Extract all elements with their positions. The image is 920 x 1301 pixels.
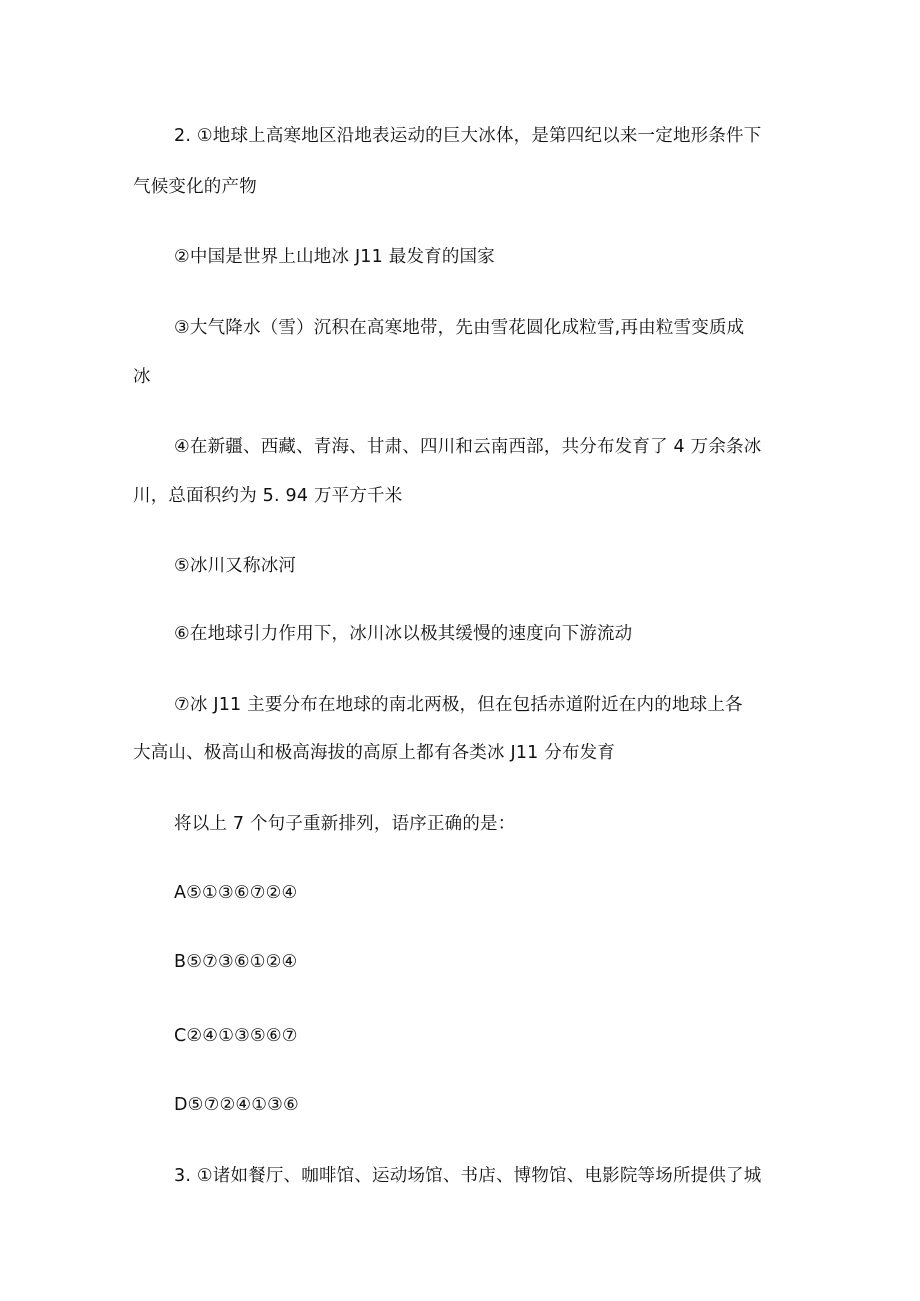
q2-prompt: 将以上 7 个句子重新排列，语序正确的是： (174, 814, 516, 834)
q2-option-c: C②④①③⑤⑥⑦ (174, 1026, 298, 1046)
q2-sentence-7-line-1: ⑦冰 J11 主要分布在地球的南北两极，但在包括赤道附近在内的地球上各 (174, 695, 743, 715)
q2-sentence-2: ②中国是世界上山地冰 J11 最发育的国家 (174, 247, 495, 267)
q2-sentence-1-line-1: 2. ①地球上高寒地区沿地表运动的巨大冰体，是第四纪以来一定地形条件下 (174, 126, 762, 146)
q2-sentence-3-line-1: ③大气降水（雪）沉积在高寒地带，先由雪花圆化成粒雪,再由粒雪变质成 (174, 318, 745, 338)
q2-option-b: B⑤⑦③⑥①②④ (174, 952, 298, 972)
q2-sentence-1-line-2: 气候变化的产物 (133, 177, 257, 197)
q3-sentence-1-line-1: 3. ①诸如餐厅、咖啡馆、运动场馆、书店、博物馆、电影院等场所提供了城 (174, 1166, 762, 1186)
q2-option-a: A⑤①③⑥⑦②④ (174, 883, 298, 903)
q2-sentence-5: ⑤冰川又称冰河 (174, 556, 297, 576)
q2-option-d: D⑤⑦②④①③⑥ (174, 1095, 299, 1115)
q2-sentence-4-line-1: ④在新疆、西藏、青海、甘肃、四川和云南西部，共分布发育了 4 万余条冰 (174, 437, 762, 457)
q2-sentence-7-line-2: 大高山、极高山和极高海拔的高原上都有各类冰 J11 分布发育 (133, 743, 616, 763)
q2-sentence-4-line-2: 川，总面积约为 5. 94 万平方千米 (133, 486, 403, 506)
q2-sentence-3-line-2: 冰 (133, 367, 151, 387)
q2-sentence-6: ⑥在地球引力作用下，冰川冰以极其缓慢的速度向下游流动 (174, 624, 633, 644)
